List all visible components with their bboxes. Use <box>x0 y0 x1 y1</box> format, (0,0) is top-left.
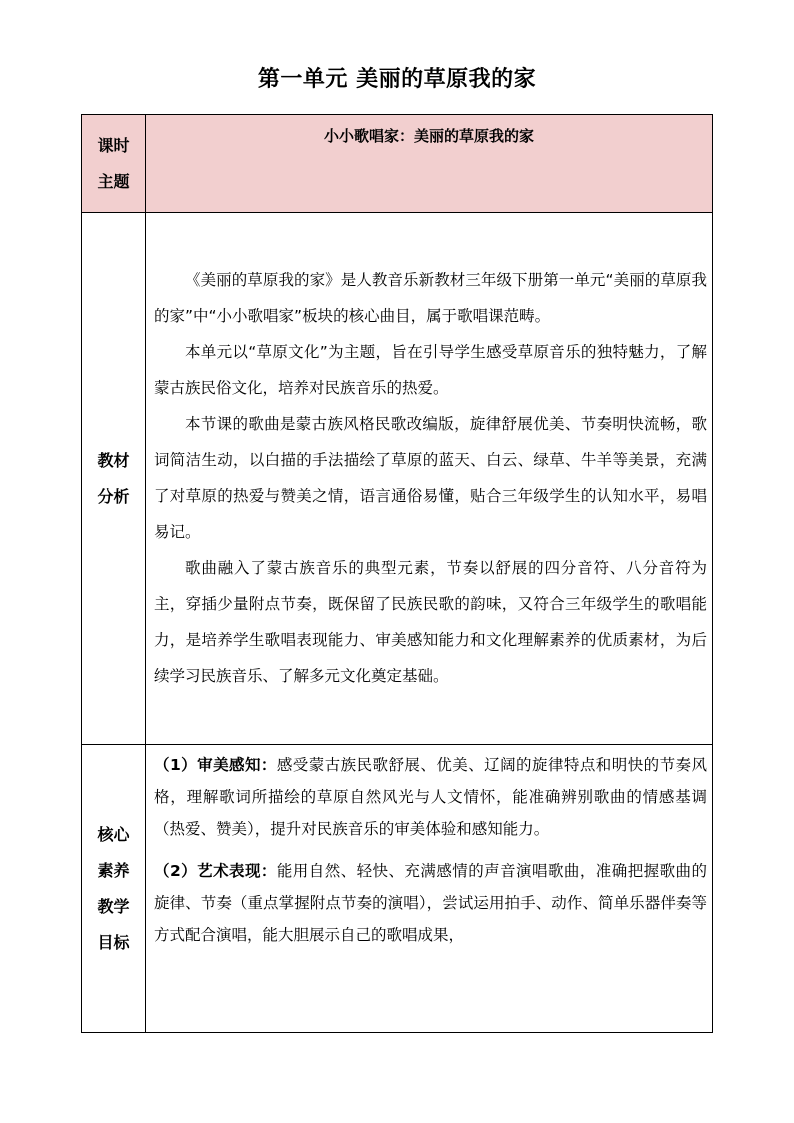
goals-label-line2: 素养 <box>97 860 130 880</box>
goals-label <box>82 745 146 1033</box>
topic-row <box>82 115 713 213</box>
topic-value: 小小歌唱家：美丽的草原我的家 <box>146 115 713 213</box>
analysis-paragraph: 本节课的歌曲是蒙古族风格民歌改编版，旋律舒展优美、节奏明快流畅，歌词简洁生动，以白描的手法描绘了草原的蓝天、白云、绿草、牛羊等美景，充满了对草原的热爱与赞美之情，语言通俗易懂，贴合三年级学生的认知水平，易唱易记。 <box>154 414 707 541</box>
analysis-label-line2: 分析 <box>97 486 130 506</box>
document-title: 第一单元 美丽的草原我的家 <box>257 67 537 92</box>
analysis-row <box>82 213 713 745</box>
goal-item-text: 能用自然、轻快、充满感情的声音演唱歌曲，准确把握歌曲的旋律、节奏（重点掌握附点节奏的演唱），尝试运用拍手、动作、简单乐器伴奏等方式配合演唱，能大胆展示自己的歌唱成果， <box>154 862 707 944</box>
goals-label-line4: 目标 <box>97 932 130 952</box>
analysis-paragraph: 本单元以“草原文化”为主题，旨在引导学生感受草原音乐的独特魅力，了解蒙古族民俗文化，培养对民族音乐的热爱。 <box>154 342 707 397</box>
topic-label <box>82 115 146 213</box>
analysis-paragraph: 《美丽的草原我的家》是人教音乐新教材三年级下册第一单元“美丽的草原我的家”中“小小歌唱家”板块的核心曲目，属于歌唱课范畴。 <box>154 270 707 325</box>
analysis-label <box>82 213 146 745</box>
topic-label-line1: 课时 <box>97 135 130 155</box>
lesson-plan-table <box>81 114 713 1033</box>
goals-label-line1: 核心 <box>97 824 130 844</box>
goal-item <box>154 855 707 951</box>
analysis-label-line1: 教材 <box>97 450 130 470</box>
analysis-paragraph: 歌曲融入了蒙古族音乐的典型元素，节奏以舒展的四分音符、八分音符为主，穿插少量附点节奏，既保留了民族民歌的韵味，又符合三年级学生的歌唱能力，是培养学生歌唱表现能力、审美感知能力和文化理解素养的优质素材，为后续学习民族音乐、了解多元文化奠定基础。 <box>154 558 707 685</box>
goal-item <box>154 749 707 845</box>
topic-label-line2: 主题 <box>97 171 130 191</box>
goals-content <box>146 745 713 1033</box>
goal-item-heading: （2）艺术表现： <box>154 862 277 880</box>
goal-item-text: 感受蒙古族民歌舒展、优美、辽阔的旋律特点和明快的节奏风格，理解歌词所描绘的草原自然风光与人文情怀，能准确辨别歌曲的情感基调（热爱、赞美），提升对民族音乐的审美体验和感知能力。 <box>154 756 707 838</box>
goals-label-line3: 教学 <box>97 896 130 916</box>
analysis-content <box>146 213 713 745</box>
goals-row <box>82 745 713 1033</box>
goal-item-heading: （1）审美感知： <box>154 756 277 774</box>
